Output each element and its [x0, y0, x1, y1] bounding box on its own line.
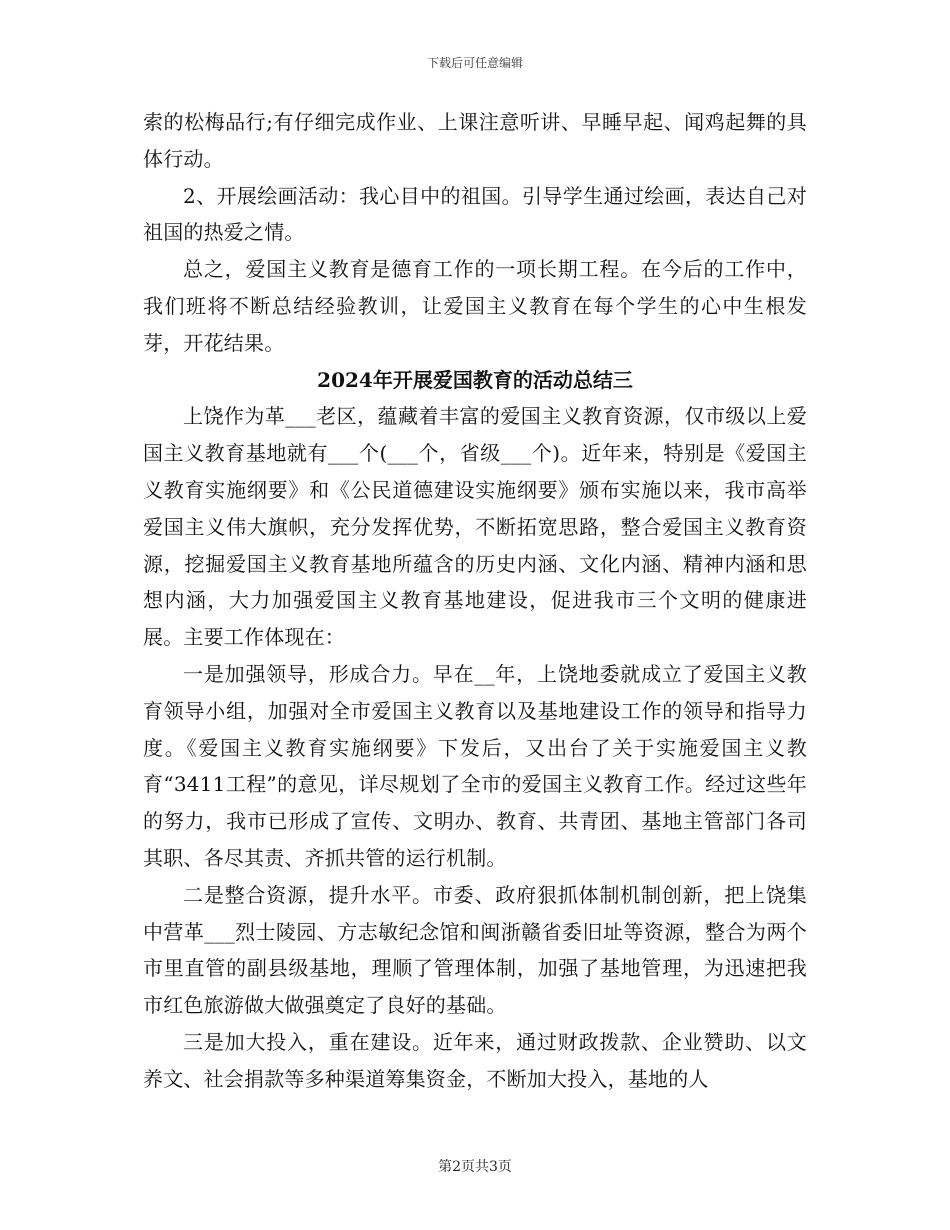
paragraph-investment: 三是加大投入，重在建设。近年来，通过财政拨款、企业赞助、以文养文、社会捐款等多种渠道筹集资金，不断加大投入，基地的人: [143, 1029, 807, 1091]
paragraph-painting-activity: 2、开展绘画活动：我心目中的祖国。引导学生通过绘画，表达自己对祖国的热爱之情。: [143, 183, 807, 245]
document-body: [143, 104, 807, 1098]
section-title: 2024年开展爱国教育的活动总结三: [317, 367, 633, 392]
paragraph-intro: 上饶作为革___老区，蕴藏着丰富的爱国主义教育资源，仅市级以上爱国主义教育基地就有___个(___个，省级___个)。近年来，特别是《爱国主义教育实施纲要》和《公民道德建设实施纲要》颁布实施以来，我市高举爱国主义伟大旗帜，充分发挥优势，不断拓宽思路，整合爱国主义教育资源，挖掘爱国主义教育基地所蕴含的历史内涵、文化内涵、精神内涵和思想内涵，大力加强爱国主义教育基地建设，促进我市三个文明的健康进展。主要工作体现在：: [143, 404, 807, 650]
paragraph-leadership: 一是加强领导，形成合力。早在__年，上饶地委就成立了爱国主义教育领导小组，加强对全市爱国主义教育以及基地建设工作的领导和指导力度。《爱国主义教育实施纲要》下发后，又出台了关于实施爱国主义教育“3411工程”的意见，详尽规划了全市的爱国主义教育工作。经过这些年的努力，我市已形成了宣传、文明办、教育、共青团、基地主管部门各司其职、各尽其责、齐抓共管的运行机制。: [143, 661, 807, 870]
paragraph-summary: 总之，爱国主义教育是德育工作的一项长期工程。在今后的工作中，我们班将不断总结经验教训，让爱国主义教育在每个学生的心中生根发芽，开花结果。: [143, 257, 807, 355]
paragraph-resources: 二是整合资源，提升水平。市委、政府狠抓体制机制创新，把上饶集中营革___烈士陵园、方志敏纪念馆和闽浙赣省委旧址等资源，整合为两个市里直管的副县级基地，理顺了管理体制，加强了基地管理，为迅速把我市红色旅游做大做强奠定了良好的基础。: [143, 882, 807, 1018]
page-number: 第2页共3页: [438, 1159, 512, 1175]
paragraph-continuation: 索的松梅品行;有仔细完成作业、上课注意听讲、早睡早起、闻鸡起舞的具体行动。: [143, 110, 807, 171]
page-header: 下载后可任意编辑: [426, 56, 523, 70]
